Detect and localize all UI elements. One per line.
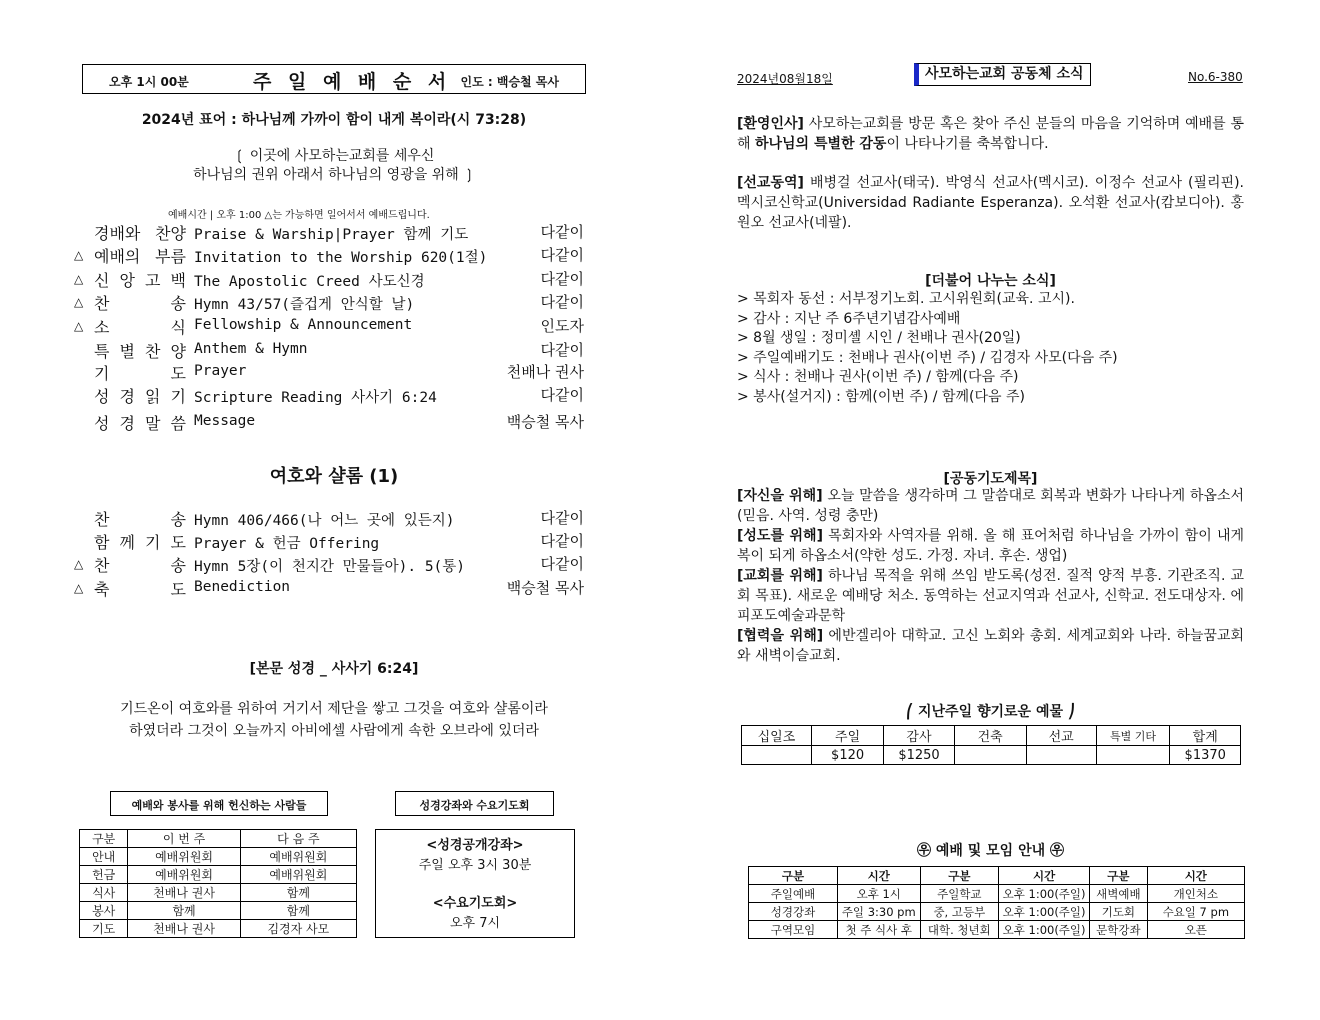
order-item-name: 찬 송 — [94, 294, 186, 313]
meeting-head-cell: 구분 — [1090, 867, 1148, 885]
order-item-person: 다같이 — [540, 509, 584, 527]
order-row — [74, 553, 586, 575]
meeting-cell: 오픈 — [1147, 921, 1244, 939]
offering-head-cell: 특별 기타 — [1096, 726, 1170, 746]
mission-text: 배병걸 선교사(태국). 박영식 선교사(멕시코). 이정수 선교사 (필리핀). 멕시코신학교(Universidad Radiante Esperanza). 오석환 선교사(캄보디아). 홍원오 선교사(네팔). — [737, 175, 1244, 231]
order-row — [74, 577, 586, 599]
study-value-2: 오후 7시 — [449, 916, 501, 931]
servants-cell: 식사 — [80, 884, 128, 902]
offering-value-cell — [954, 746, 1026, 765]
servants-cell: 헌금 — [80, 866, 128, 884]
order-item-name: 성 경 읽 기 — [94, 387, 186, 406]
order-item-name: 특 별 찬 양 — [94, 342, 186, 361]
meeting-head-cell: 구분 — [920, 867, 998, 885]
order-item-person: 다같이 — [540, 341, 584, 359]
service-time: 오후 1시 00분 — [109, 75, 189, 89]
servants-head-row — [80, 830, 357, 848]
meeting-cell: 개인처소 — [1147, 885, 1244, 903]
meeting-cell: 주일 3:30 pm — [837, 903, 920, 921]
order-row — [74, 221, 586, 243]
news-item: > 목회자 동선 : 서부정기노회. 고시위원회(교육. 고시). — [737, 291, 1075, 307]
bulletin-date: 2024년08월18일 — [737, 72, 833, 86]
news-title-box — [914, 63, 1091, 86]
order-item-name: 예배의 부름 — [94, 247, 186, 266]
order-item-person: 다같이 — [540, 270, 584, 288]
order-item-name: 기 도 — [94, 364, 186, 383]
servants-cell: 예배위원회 — [128, 848, 240, 866]
order-row — [74, 339, 586, 361]
order-item-text: Hymn 406/466(나 어느 곳에 있든지) — [194, 513, 455, 529]
order-row — [74, 268, 586, 290]
meeting-cell: 문학강좌 — [1090, 921, 1148, 939]
order-item-name: 축 도 — [94, 580, 186, 599]
servants-table — [79, 829, 357, 938]
offering-value-cell — [1096, 746, 1170, 765]
prayer-label: [자신을 위해] — [737, 488, 823, 504]
offering-title: ⎛ 지난주일 향기로운 예물 ⎠ — [906, 704, 1075, 720]
news-item: > 식사 : 천배나 권사(이번 주) / 함께(다음 주) — [737, 369, 1019, 385]
year-motto: 2024년 표어 : 하나님께 가까이 함이 내게 복이라(시 73:28) — [141, 112, 527, 128]
order-row — [74, 361, 586, 383]
prayer-list — [737, 486, 1244, 666]
meeting-cell: 첫 주 식사 후 — [837, 921, 920, 939]
sermon-title: 여호와 샬롬 (1) — [269, 466, 399, 487]
prayer-item — [737, 486, 1244, 526]
welcome-highlight: 하나님의 특별한 감동 — [754, 136, 887, 152]
news-item: > 8월 생일 : 정미셸 시인 / 천배나 권사(20일) — [737, 330, 1021, 346]
meeting-head-cell: 시간 — [999, 867, 1090, 885]
prayer-item — [737, 566, 1244, 626]
prayer-text: 목회자와 사역자를 위해. 올 해 표어처럼 하나님을 가까이 함이 내게 복이 되게 하옵소서(약한 성도. 가정. 자녀. 후손. 생업) — [737, 528, 1244, 564]
prayer-label: [성도를 위해] — [737, 528, 823, 544]
offering-value-cell — [742, 746, 812, 765]
meeting-table — [748, 866, 1245, 939]
order-item-person: 다같이 — [540, 532, 584, 550]
meeting-title: ㉾ 예배 및 모임 안내 ㉾ — [916, 843, 1065, 859]
mission-paragraph — [737, 173, 1244, 233]
meeting-cell: 오후 1:00(주일) — [999, 903, 1090, 921]
servants-title-box — [110, 791, 328, 816]
study-title-box — [395, 791, 554, 816]
servants-head-cell: 다 음 주 — [240, 830, 356, 848]
order-item-person: 백승철 목사 — [506, 579, 584, 597]
order-item-person: 천배나 권사 — [506, 363, 584, 381]
meeting-cell: 오후 1:00(주일) — [999, 921, 1090, 939]
servants-row — [80, 920, 357, 938]
news-item: > 감사 : 지난 주 6주년기념감사예배 — [737, 310, 961, 327]
welcome-label: [환영인사] — [737, 116, 804, 132]
study-title-1: <성경공개강좌> — [426, 838, 524, 853]
study-title-2: <수요기도회> — [432, 896, 518, 911]
offering-value-cell — [1026, 746, 1096, 765]
order-item-person: 다같이 — [540, 386, 584, 404]
order-item-text: Hymn 43/57(즐겁게 안식할 날) — [194, 297, 415, 313]
offering-value-row — [742, 746, 1241, 765]
order-row — [74, 315, 586, 337]
order-item-text: Prayer & 헌금 Offering — [194, 536, 380, 552]
meeting-cell: 중, 고등부 — [920, 903, 998, 921]
servants-cell: 김경자 사모 — [240, 920, 356, 938]
intro-line-2: 하나님의 권위 아래서 하나님의 영광을 위해 ❳ — [193, 167, 475, 183]
meeting-row — [749, 885, 1245, 903]
stand-mark: △ — [74, 581, 84, 595]
servants-title: 예배와 봉사를 위해 헌신하는 사람들 — [131, 799, 307, 812]
order-row — [74, 244, 586, 266]
servants-cell: 봉사 — [80, 902, 128, 920]
news-section-title: [더불어 나누는 소식] — [925, 273, 1056, 289]
scripture-line-2: 하였더라 그것이 오늘까지 아비에셀 사람에게 속한 오브라에 있더라 — [129, 723, 539, 739]
offering-head-cell: 선교 — [1026, 726, 1096, 746]
offering-head-cell: 감사 — [884, 726, 954, 746]
mission-label: [선교동역] — [737, 175, 804, 191]
meeting-cell: 수요일 7 pm — [1147, 903, 1244, 921]
intro-line-1: ❲ 이곳에 사모하는교회를 세우신 — [233, 148, 435, 164]
meeting-cell: 기도회 — [1090, 903, 1148, 921]
meeting-cell: 주일학교 — [920, 885, 998, 903]
scripture-title: [본문 성경 _ 사사기 6:24] — [249, 661, 419, 677]
order-item-name: 소 식 — [94, 318, 186, 337]
order-item-person: 다같이 — [540, 223, 584, 241]
order-row — [74, 384, 586, 406]
prayer-label: [협력을 위해] — [737, 628, 824, 644]
meeting-cell: 오후 1:00(주일) — [999, 885, 1090, 903]
order-row — [74, 530, 586, 552]
meeting-cell: 대학. 청년회 — [920, 921, 998, 939]
order-item-text: Benediction — [194, 579, 291, 595]
prayer-item — [737, 626, 1244, 666]
offering-value-cell: $120 — [811, 746, 883, 765]
offering-head-cell: 건축 — [954, 726, 1026, 746]
order-item-text: The Apostolic Creed 사도신경 — [194, 274, 425, 290]
meeting-head-row — [749, 867, 1245, 885]
stand-mark: △ — [74, 295, 84, 309]
order-item-text: Invitation to the Worship 620(1절) — [194, 250, 488, 266]
news-item: > 봉사(설거지) : 함께(이번 주) / 함께(다음 주) — [737, 388, 1025, 405]
order-item-name: 신 앙 고 백 — [94, 271, 186, 290]
meeting-head-cell: 시간 — [837, 867, 920, 885]
meeting-cell: 주일예배 — [749, 885, 838, 903]
meeting-row — [749, 903, 1245, 921]
servants-cell: 함께 — [128, 902, 240, 920]
servants-cell: 천배나 권사 — [128, 920, 240, 938]
leader: 인도 : 백승철 목사 — [460, 75, 559, 89]
prayer-text: 오늘 말씀을 생각하며 그 말씀대로 회복과 변화가 나타나게 하옵소서(믿음. 사역. 성령 충만) — [737, 488, 1244, 524]
meeting-head-cell: 구분 — [749, 867, 838, 885]
meeting-cell: 오후 1시 — [837, 885, 920, 903]
study-box — [375, 829, 575, 938]
meeting-cell: 구역모임 — [749, 921, 838, 939]
servants-cell: 함께 — [240, 902, 356, 920]
meeting-row — [749, 921, 1245, 939]
servants-cell: 함께 — [240, 884, 356, 902]
servants-cell: 안내 — [80, 848, 128, 866]
study-value-1: 주일 오후 3시 30분 — [418, 858, 532, 873]
order-row — [74, 411, 586, 433]
order-row — [74, 507, 586, 529]
order-item-text: Prayer — [194, 363, 247, 379]
prayer-text: 하나님 목적을 위해 쓰임 받도록(성전. 질적 양적 부흥. 기관조직. 교회 목표). 새로운 예배당 처소. 동역하는 선교지역과 선교사, 신학교. 전도대상자. 에피포도예술과문학 — [737, 568, 1244, 624]
order-item-person: 인도자 — [540, 317, 584, 335]
welcome-text-end: 이 나타나기를 축복합니다. — [886, 136, 1049, 152]
order-item-name: 찬 송 — [94, 510, 186, 529]
order-item-name: 찬 송 — [94, 556, 186, 575]
stand-mark: △ — [74, 557, 84, 571]
order-item-person: 다같이 — [540, 246, 584, 264]
prayer-label: [교회를 위해] — [737, 568, 823, 584]
welcome-paragraph — [737, 114, 1244, 154]
order-item-person: 다같이 — [540, 293, 584, 311]
stand-mark: △ — [74, 272, 84, 286]
scripture-line-1: 기드온이 여호와를 위하여 거기서 제단을 쌓고 그것을 여호와 샬롬이라 — [120, 701, 548, 717]
servants-cell: 예배위원회 — [128, 866, 240, 884]
order-item-person: 다같이 — [540, 555, 584, 573]
servants-cell: 천배나 권사 — [128, 884, 240, 902]
servants-row — [80, 866, 357, 884]
order-item-text: Fellowship & Announcement — [194, 317, 413, 333]
order-row — [74, 291, 586, 313]
stand-mark: △ — [74, 248, 84, 262]
worship-header-box — [82, 64, 586, 94]
order-item-text: Scripture Reading 사사기 6:24 — [194, 390, 437, 406]
bulletin-number: No.6-380 — [1188, 70, 1243, 84]
offering-head-row — [742, 726, 1241, 746]
servants-cell: 예배위원회 — [240, 848, 356, 866]
servants-cell: 예배위원회 — [240, 866, 356, 884]
meeting-cell: 성경강좌 — [749, 903, 838, 921]
servants-row — [80, 884, 357, 902]
offering-table — [741, 725, 1241, 765]
offering-head-cell: 십일조 — [742, 726, 812, 746]
offering-head-cell: 합계 — [1170, 726, 1241, 746]
news-list — [737, 290, 1118, 407]
stand-mark: △ — [74, 319, 84, 333]
servants-head-cell: 구분 — [80, 830, 128, 848]
servants-head-cell: 이 번 주 — [128, 830, 240, 848]
order-item-name: 성 경 말 씀 — [94, 414, 186, 433]
welcome-text: 사모하는교회를 방문 혹은 찾아 주신 분들의 마음을 기억하며 예배를 통해 — [737, 116, 1244, 152]
servants-cell: 기도 — [80, 920, 128, 938]
order-item-name: 경배와 찬양 — [94, 224, 186, 243]
prayer-text: 에반겔리아 대학교. 고신 노회와 총회. 세계교회와 나라. 하늘꿈교회와 새벽이슬교회. — [737, 628, 1244, 664]
meeting-head-cell: 시간 — [1147, 867, 1244, 885]
news-item: > 주일예배기도 : 천배나 권사(이번 주) / 김경자 사모(다음 주) — [737, 349, 1118, 366]
servants-row — [80, 848, 357, 866]
order-item-person: 백승철 목사 — [506, 413, 584, 431]
order-item-name: 함 께 기 도 — [94, 533, 186, 552]
order-item-text: Hymn 5장(이 천지간 만물들아). 5(통) — [194, 559, 466, 575]
offering-value-cell: $1370 — [1170, 746, 1241, 765]
prayer-item — [737, 526, 1244, 566]
page-title: 주 일 예 배 순 서 — [253, 71, 452, 93]
servants-row — [80, 902, 357, 920]
offering-head-cell: 주일 — [811, 726, 883, 746]
service-note: 예배시간 | 오후 1:00 △는 가능하면 일어서서 예배드립니다. — [168, 210, 430, 221]
order-item-text: Message — [194, 413, 256, 429]
order-item-text: Anthem & Hymn — [194, 341, 308, 357]
study-title: 성경강좌와 수요기도회 — [419, 799, 530, 812]
meeting-cell: 새벽예배 — [1090, 885, 1148, 903]
offering-value-cell: $1250 — [884, 746, 954, 765]
order-item-text: Praise & Warship|Prayer 함께 기도 — [194, 227, 469, 243]
prayer-section-title: [공동기도제목] — [943, 471, 1038, 487]
news-title: 사모하는교회 공동체 소식 — [925, 66, 1084, 82]
